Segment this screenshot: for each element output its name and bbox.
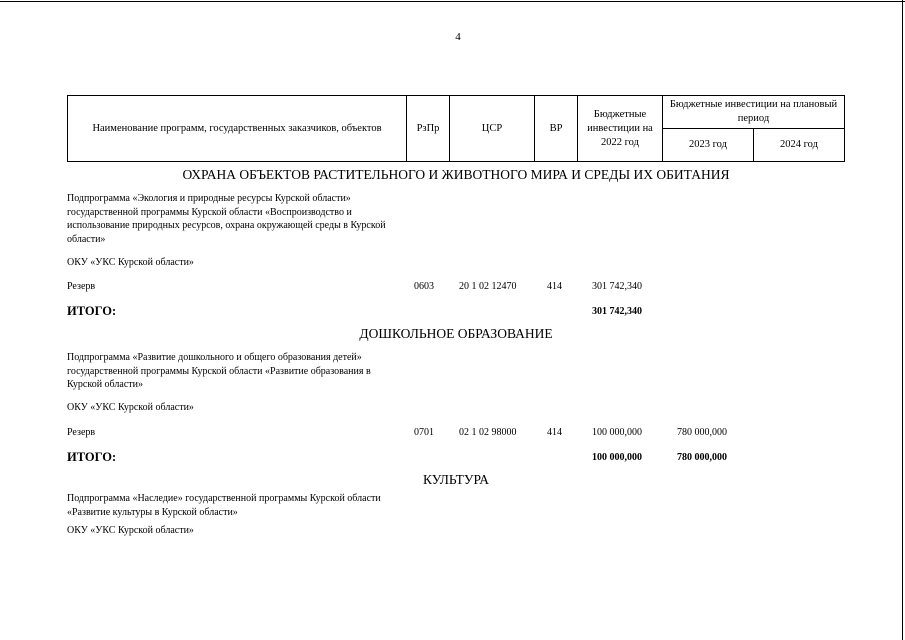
total-budget-2022: 100 000,000 [592,452,642,463]
total-label: ИТОГО: [67,304,117,318]
table-header [67,95,845,162]
header-planned-period-cell [662,95,845,129]
header-csr-label: ЦСР [481,122,503,134]
header-name-cell [67,95,407,162]
page-top-edge-line [0,1,905,2]
section-title: КУЛЬТУРА [423,472,489,487]
header-budget-2022-label: Бюджетные инвестиции на 2022 год [587,108,653,148]
total-budget-2022: 301 742,340 [592,306,642,317]
page-number: 4 [455,31,461,43]
header-name-label: Наименование программ, государственных заказчиков, объектов [92,122,382,134]
row-vr: 414 [547,281,562,292]
header-vr-label: ВР [549,122,563,134]
section-title: ДОШКОЛЬНОЕ ОБРАЗОВАНИЕ [359,326,553,341]
row-budget-2022: 100 000,000 [592,427,642,438]
header-year-2024-cell [753,128,845,162]
total-budget-2023: 780 000,000 [677,452,727,463]
header-rzpr-label: РзПр [416,122,440,134]
row-csr: 02 1 02 98000 [459,427,517,438]
header-year-2023-label: 2023 год [689,139,727,150]
subprogram-description: Подпрограмма «Наследие» государственной программы Курской области «Развитие культуры в Курской области» [67,493,381,518]
row-budget-2023: 780 000,000 [677,427,727,438]
page-right-edge-line [902,0,903,640]
header-year-2024-label: 2024 год [780,139,818,150]
customer-name: ОКУ «УКС Курской области» [67,525,194,536]
row-csr: 20 1 02 12470 [459,281,517,292]
total-label: ИТОГО: [67,450,117,464]
header-rzpr-cell [406,95,450,162]
subprogram-description: Подпрограмма «Экология и природные ресурсы Курской области» государственной программы Курской области «Воспроизводство и использование природных ресурсов, охрана окружающей среды в Курской области» [67,193,386,245]
subprogram-description: Подпрограмма «Развитие дошкольного и общего образования детей» государственной программы Курской области «Развитие образования в Курской области» [67,352,371,390]
customer-name: ОКУ «УКС Курской области» [67,402,194,413]
header-csr-cell [449,95,535,162]
row-label: Резерв [67,427,96,438]
row-vr: 414 [547,427,562,438]
header-vr-cell [534,95,578,162]
customer-name: ОКУ «УКС Курской области» [67,257,194,268]
header-planned-period-label: Бюджетные инвестиции на плановый период [669,99,838,124]
row-label: Резерв [67,281,96,292]
header-budget-2022-cell [577,95,663,162]
section-title: ОХРАНА ОБЪЕКТОВ РАСТИТЕЛЬНОГО И ЖИВОТНОГО МИРА И СРЕДЫ ИХ ОБИТАНИЯ [182,167,730,182]
row-budget-2022: 301 742,340 [592,281,642,292]
row-rzpr: 0603 [414,281,434,292]
row-rzpr: 0701 [414,427,434,438]
header-year-2023-cell [662,128,754,162]
